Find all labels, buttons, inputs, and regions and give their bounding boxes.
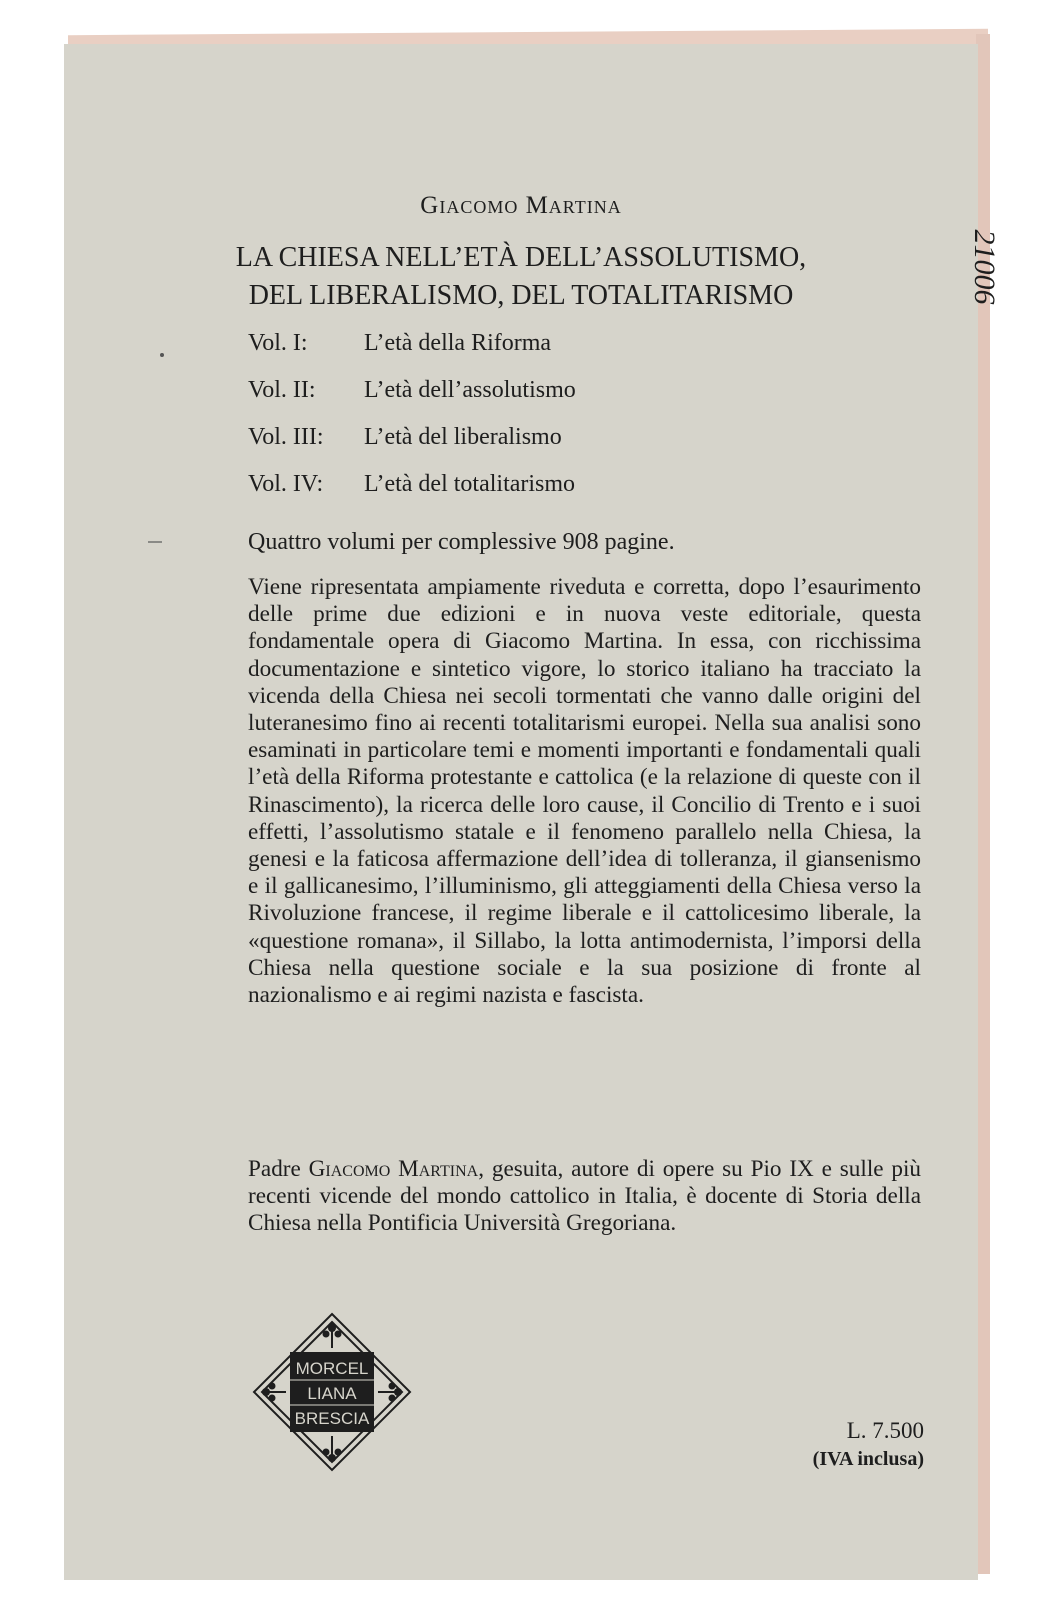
volume-number: Vol. III: <box>248 424 324 450</box>
logo-line-2: LIANA <box>307 1384 357 1403</box>
volume-title: L’età della Riforma <box>364 330 552 356</box>
bio-author-name: Giacomo Martina <box>308 1156 479 1182</box>
price-block <box>764 1417 924 1473</box>
volume-item <box>248 471 576 518</box>
title-line-2: DEL LIBERALISMO, DEL TOTALITARISMO <box>248 280 794 311</box>
author-name: Giacomo Martina <box>420 192 622 219</box>
volume-number: Vol. I: <box>248 330 308 356</box>
logo-line-3: BRESCIA <box>294 1409 370 1428</box>
volume-list <box>248 330 576 518</box>
volume-number: Vol. II: <box>248 377 316 403</box>
bio-prefix: Padre <box>248 1156 309 1182</box>
bio-text: , gesuita, autore di opere su Pio IX e sulle più recenti vicende del mondo cattolico in Italia, è docente di Storia della Chiesa nella Pontificia Università Gregoriana. <box>248 1156 922 1237</box>
volume-item <box>248 424 576 471</box>
back-cover <box>64 44 1001 1580</box>
book-title <box>64 239 978 315</box>
price-note: (IVA inclusa) <box>812 1448 924 1470</box>
publisher-logo <box>252 1312 412 1472</box>
side-code: 21006 <box>968 229 1001 305</box>
volume-summary: Quattro volumi per complessive 908 pagine. <box>248 529 675 555</box>
margin-dash <box>148 541 162 543</box>
title-line-1: LA CHIESA NELL’ETÀ DELL’ASSOLUTISMO, <box>235 242 807 273</box>
book-description: Viene ripresentata ampiamente riveduta e corretta, dopo l’esaurimento delle prime due edizioni e in nuova veste editoriale, questa fondamentale opera di Giacomo Martina. In essa, con ricchissima documentazione e sintetico vigore, lo storico italiano ha tracciato la vicenda della Chiesa nei secoli tormentati che vanno dalle origini del luteranesimo fino ai recenti totalitarismi europei. Nella sua analisi sono esaminati in particolare temi e momenti importanti e fondamentali quali l’età della Riforma protestante e cattolica (e la relazione di queste con il Rinascimento), la ricerca delle loro cause, il Concilio di Trento e i suoi effetti, l’assolutismo statale e il fenomeno parallelo nella Chiesa, la genesi e la faticosa affermazione dell’idea di tolleranza, il giansenismo e il gallicanesimo, l’illuminismo, gli atteggiamenti della Chiesa verso la Rivoluzione francese, il regime liberale e il cattolicesimo liberale, la «questione romana», il Sillabo, la lotta antimodernista, l’imporsi della Chiesa nella questione sociale e la sua posizione di fronte al nazionalismo e ai regimi nazista e fascista. <box>248 574 921 1009</box>
author-bio <box>248 1156 921 1238</box>
volume-title: L’età del liberalismo <box>364 424 562 450</box>
volume-title: L’età dell’assolutismo <box>364 377 576 403</box>
stray-mark <box>160 353 164 357</box>
logo-line-1: MORCEL <box>295 1359 369 1378</box>
volume-item <box>248 377 576 424</box>
price-value: L. 7.500 <box>846 1418 924 1443</box>
volume-item <box>248 330 576 377</box>
volume-number: Vol. IV: <box>248 471 324 497</box>
volume-title: L’età del totalitarismo <box>364 471 576 497</box>
